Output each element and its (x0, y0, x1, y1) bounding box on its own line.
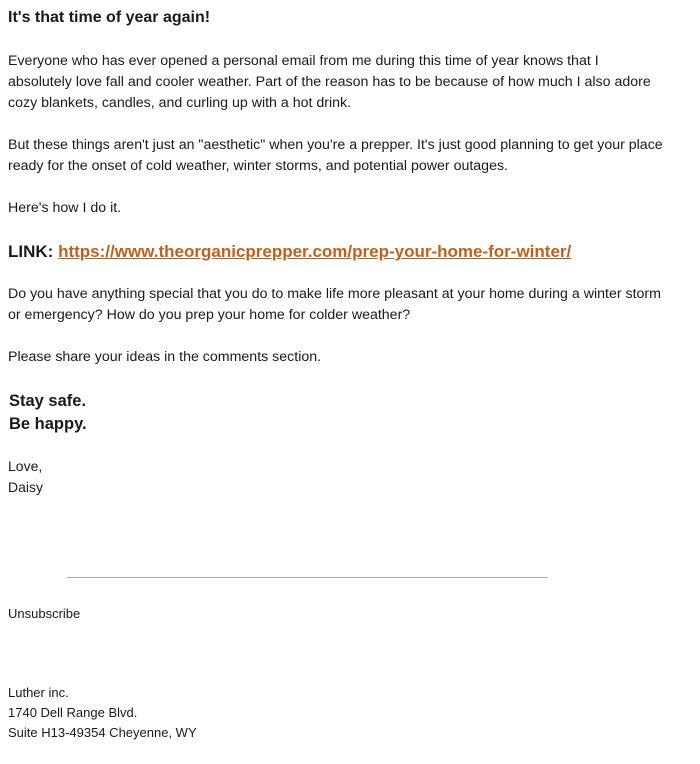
question-paragraph (8, 284, 696, 326)
email-heading: It's that time of year again! (8, 9, 211, 26)
paragraph-line: But these things aren't just an "aesthetic" when you're a prepper. It's just good planning to get your place (8, 137, 663, 153)
paragraph-line: absolutely love fall and cooler weather. Part of the reason has to be because of how much I also adore (8, 74, 651, 90)
prepper-paragraph (8, 135, 696, 177)
unsubscribe-link[interactable]: Unsubscribe (8, 606, 81, 621)
address-company: Luther inc. (8, 685, 69, 700)
paragraph-line: Here's how I do it. (8, 200, 122, 216)
intro-paragraph (8, 51, 696, 114)
signoff-line: Stay safe. (9, 392, 87, 410)
paragraph-line: ready for the onset of cold weather, winter storms, and potential power outages. (8, 158, 508, 174)
signoff-line: Be happy. (9, 415, 87, 433)
closing-salutation: Love, (8, 458, 43, 474)
link-label: LINK: (8, 242, 54, 261)
paragraph-line: cozy blankets, candles, and curling up with a hot drink. (8, 95, 352, 111)
paragraph-line: Please share your ideas in the comments section. (8, 349, 322, 365)
paragraph-line: or emergency? How do you prep your home for colder weather? (8, 307, 411, 323)
paragraph-line: Everyone who has ever opened a personal email from me during this time of year knows that I (8, 53, 599, 69)
how-i-do-it-paragraph (8, 198, 696, 219)
footer-address (8, 683, 197, 743)
address-street: 1740 Dell Range Blvd. (8, 705, 138, 720)
share-ideas-paragraph (8, 347, 696, 368)
address-suite-city: Suite H13-49354 Cheyenne, WY (8, 725, 197, 740)
signoff (9, 390, 87, 436)
article-link-line (8, 240, 571, 264)
footer-divider (67, 577, 548, 578)
paragraph-line: Do you have anything special that you do to make life more pleasant at your home during a winter storm (8, 286, 661, 302)
article-link[interactable]: https://www.theorganicprepper.com/prep-your-home-for-winter/ (58, 242, 572, 261)
closing-name: Daisy (8, 479, 44, 495)
closing (8, 456, 43, 498)
